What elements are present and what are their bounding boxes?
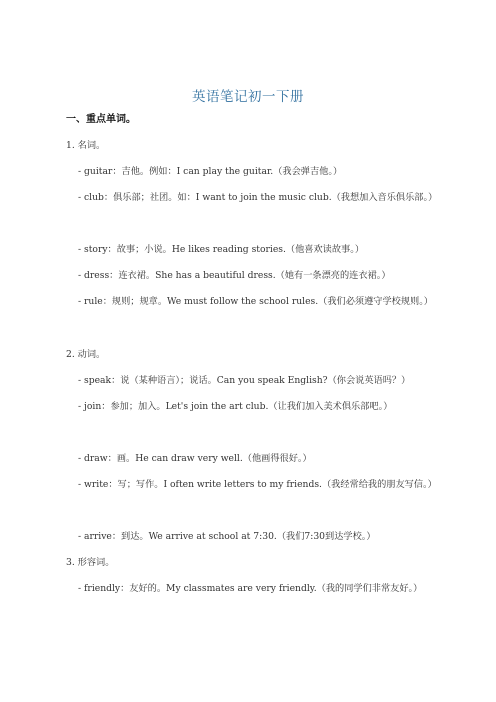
document-title: 英语笔记初一下册 bbox=[192, 89, 304, 105]
vocab-item-write: - write：写；写作。I often write letters to my friends.（我经常给我的朋友写信。） bbox=[78, 479, 437, 490]
subheading-nouns: 1. 名词。 bbox=[66, 140, 106, 151]
vocab-item-club: - club：俱乐部；社团。如：I want to join the music club.（我想加入音乐俱乐部。） bbox=[78, 192, 438, 203]
vocab-item-arrive: - arrive：到达。We arrive at school at 7:30.（我们7:30到达学校。） bbox=[78, 531, 376, 542]
vocab-item-join: - join：参加；加入。Let's join the art club.（让我们加入美术俱乐部吧。） bbox=[78, 401, 393, 412]
vocab-item-guitar: - guitar：吉他。例如：I can play the guitar.（我会弹吉他。） bbox=[78, 166, 343, 177]
subheading-verbs: 2. 动词。 bbox=[66, 349, 106, 360]
vocab-item-story: - story：故事；小说。He likes reading stories.（他喜欢读故事。） bbox=[78, 244, 365, 255]
vocab-item-draw: - draw：画。He can draw very well.（他画得很好。） bbox=[78, 453, 312, 464]
section-heading: 一、重点单词。 bbox=[66, 114, 136, 125]
vocab-item-friendly: - friendly：友好的。My classmates are very friendly.（我的同学们非常友好。） bbox=[78, 583, 423, 594]
vocab-item-speak: - speak：说（某种语言）；说话。Can you speak English?（你会说英语吗？） bbox=[78, 375, 411, 386]
vocab-item-rule: - rule：规则；规章。We must follow the school rules.（我们必须遵守学校规则。） bbox=[78, 296, 433, 307]
vocab-item-dress: - dress：连衣裙。She has a beautiful dress.（她有一条漂亮的连衣裙。） bbox=[78, 270, 391, 281]
subheading-adjectives: 3. 形容词。 bbox=[66, 557, 115, 568]
